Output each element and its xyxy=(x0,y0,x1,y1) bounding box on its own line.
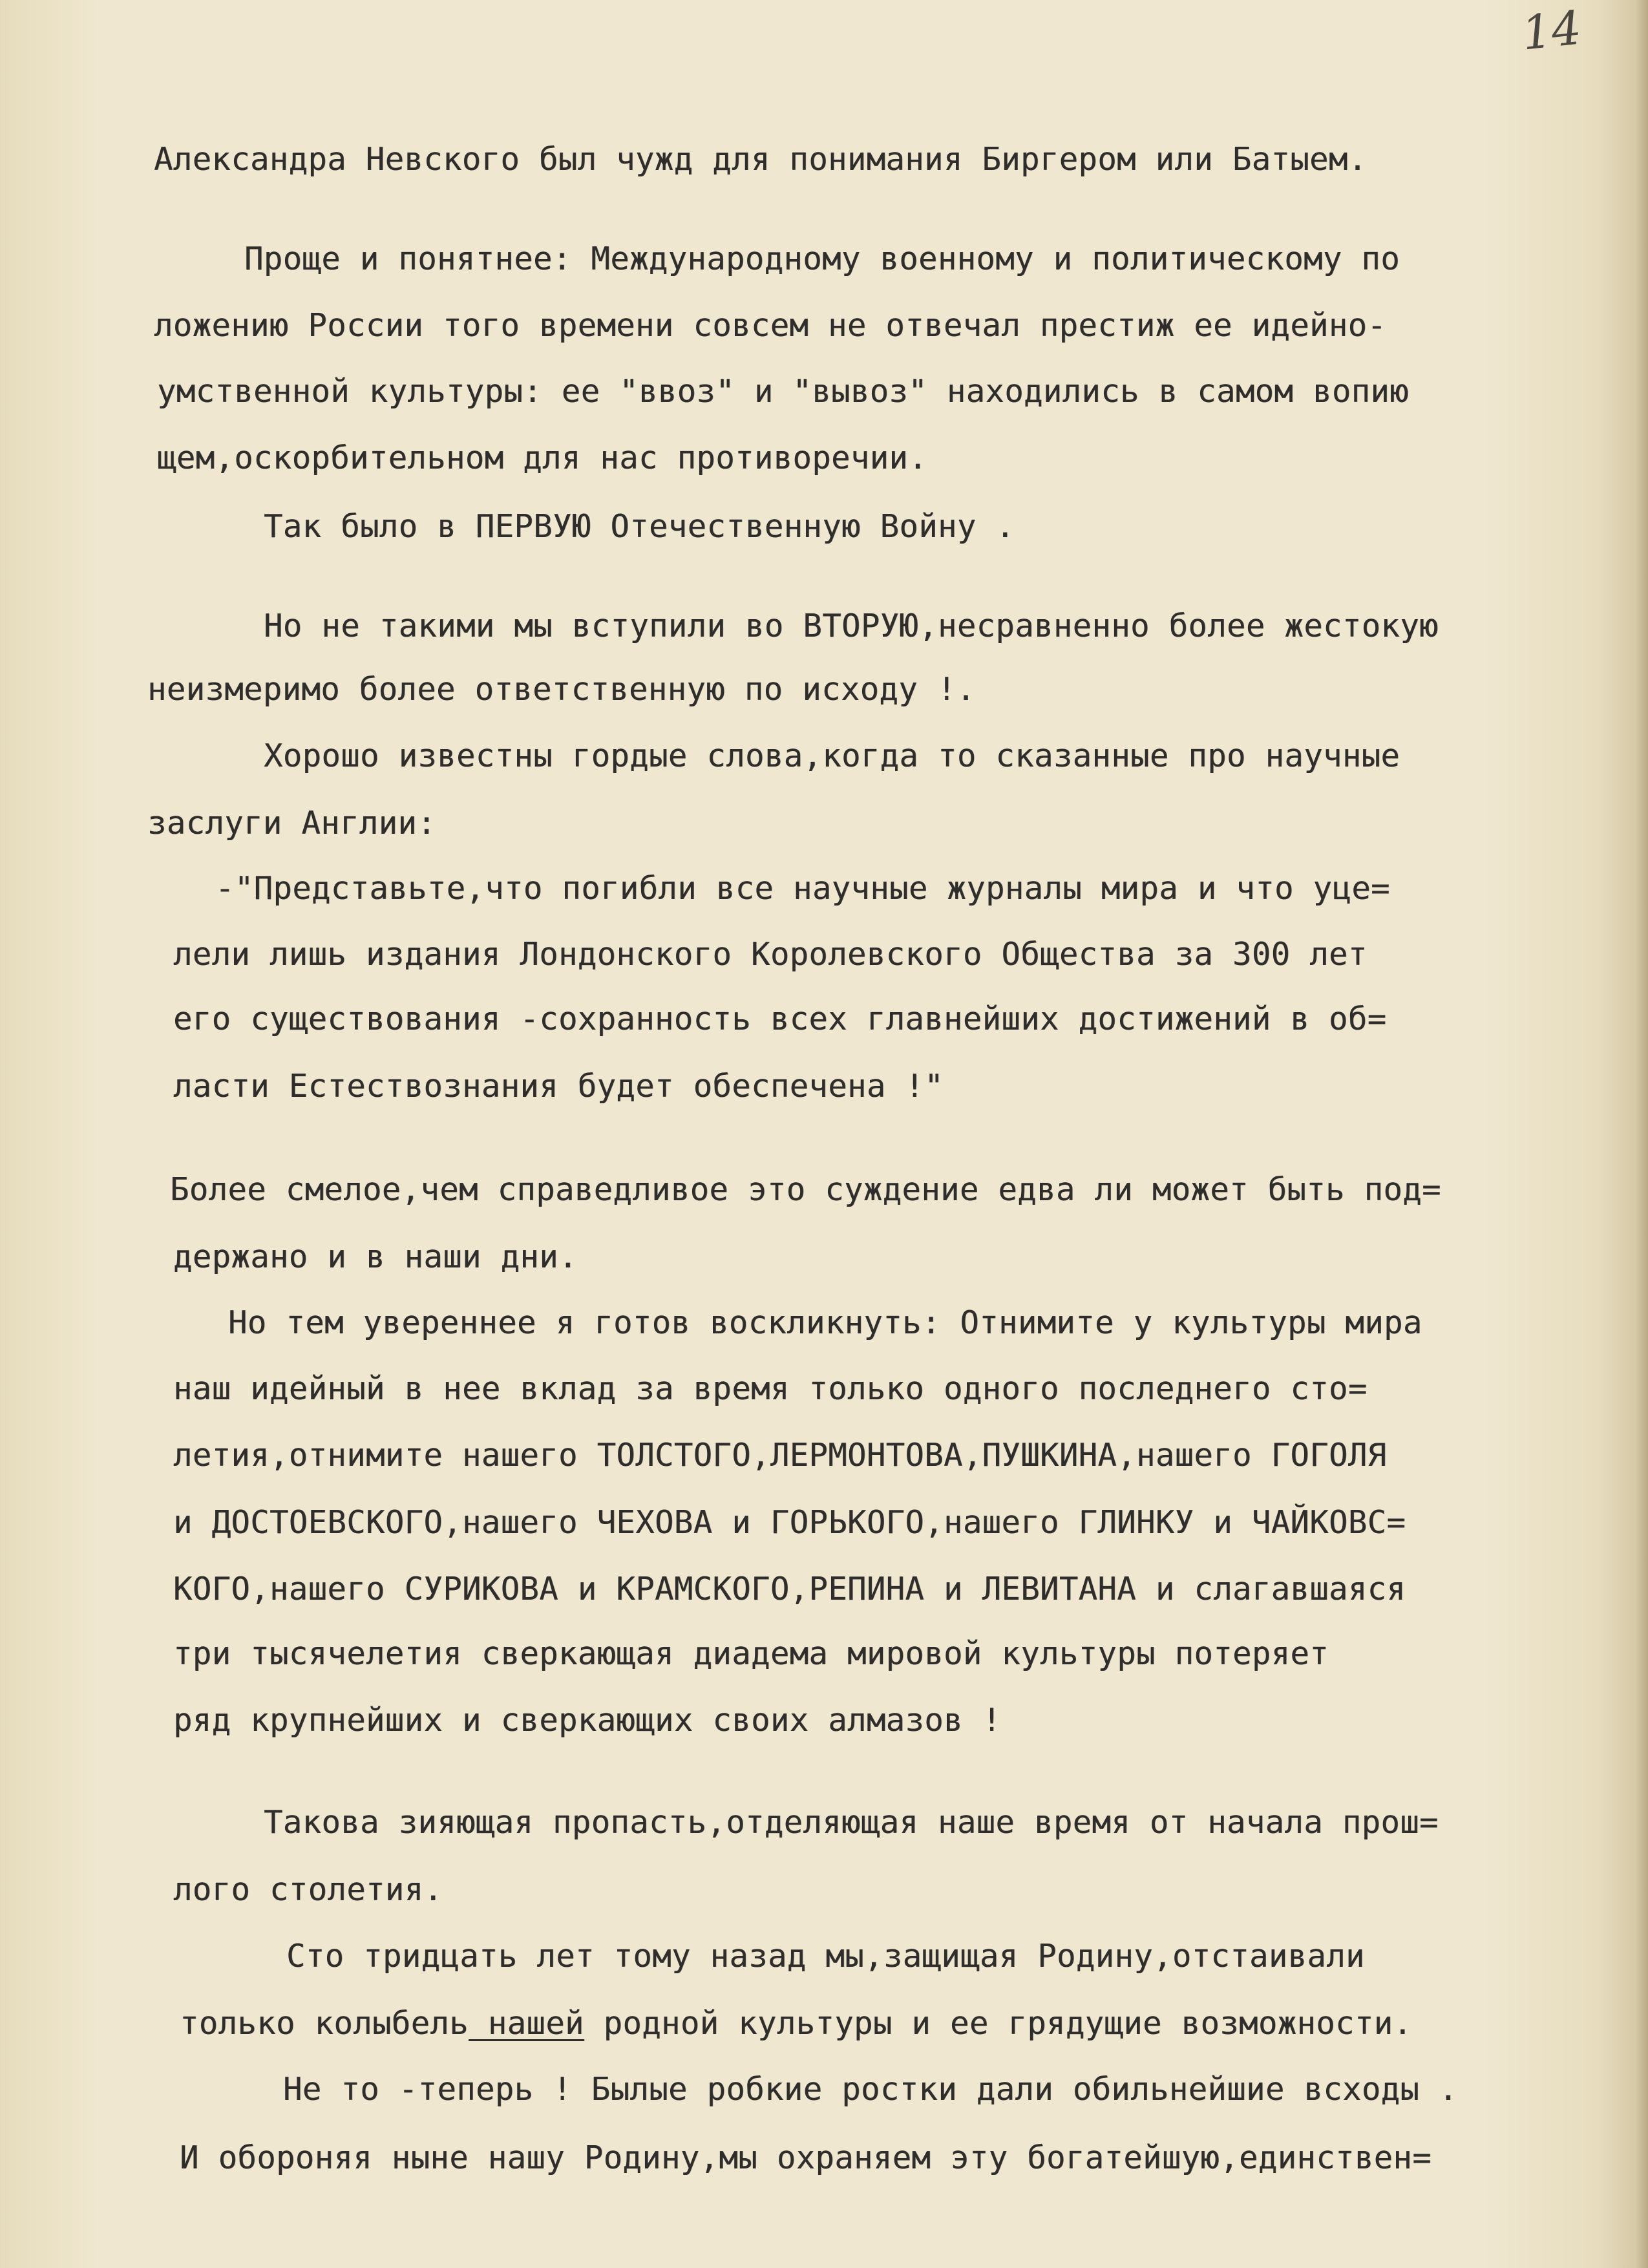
paper-edge xyxy=(1634,0,1648,2268)
text-line: держано и в наши дни. xyxy=(173,1238,578,1275)
underlined-word: нашей xyxy=(469,2005,584,2042)
text-line: Но не такими мы вступили во ВТОРУЮ,несравненно более жестокую xyxy=(264,608,1439,644)
text-line: умственной культуры: ее "ввоз" и "вывоз" находились в самом вопию xyxy=(157,373,1410,410)
text-line: КОГО,нашего СУРИКОВА и КРАМСКОГО,РЕПИНА и ЛЕВИТАНА и слагавшаяся xyxy=(173,1571,1406,1607)
text-line xyxy=(180,2005,1412,2042)
text-line: ряд крупнейших и сверкающих своих алмазов ! xyxy=(173,1702,1002,1739)
text-line: Проще и понятнее: Международному военному и политическому по xyxy=(244,240,1400,277)
text-line: лого столетия. xyxy=(173,1871,443,1908)
text-line: Не то -теперь ! Былые робкие ростки дали обильнейшие всходы . xyxy=(283,2071,1458,2108)
text-line: Так было в ПЕРВУЮ Отечественную Войну . xyxy=(264,508,1015,545)
text-line: неизмеримо более ответственную по исходу !. xyxy=(147,671,976,708)
text-line: -"Представьте,что погибли все научные журналы мира и что уце= xyxy=(215,870,1390,907)
text-line: лели лишь издания Лондонского Королевского Общества за 300 лет xyxy=(173,936,1368,973)
text-line: Хорошо известны гордые слова,когда то сказанные про научные xyxy=(264,737,1400,774)
text-line: Такова зияющая пропасть,отделяющая наше время от начала прош= xyxy=(264,1804,1439,1841)
handwritten-page-number: 14 xyxy=(1519,0,1584,61)
text-line: три тысячелетия сверкающая диадема мировой культуры потеряет xyxy=(173,1635,1329,1672)
text-line: Сто тридцать лет тому назад мы,защищая Родину,отстаивали xyxy=(286,1938,1365,1975)
text-line: ласти Естествознания будет обеспечена !" xyxy=(173,1068,944,1105)
text-line: Александра Невского был чужд для понимания Биргером или Батыем. xyxy=(154,141,1368,178)
text-line: заслуги Англии: xyxy=(147,805,437,842)
text-line: щем,оскорбительном для нас противоречии. xyxy=(157,440,928,476)
text-segment: только колыбель xyxy=(180,2005,469,2042)
text-line: Более смелое,чем справедливое это суждение едва ли может быть под= xyxy=(170,1171,1441,1208)
text-line: его существования -сохранность всех главнейших достижений в об= xyxy=(173,1001,1387,1037)
text-line: И обороняя ныне нашу Родину,мы охраняем эту богатейшую,единствен= xyxy=(180,2139,1432,2176)
text-segment: родной культуры и ее грядущие возможности. xyxy=(584,2005,1413,2042)
text-line: ложению России того времени совсем не отвечал престиж ее идейно- xyxy=(154,307,1387,344)
text-line: летия,отнимите нашего ТОЛСТОГО,ЛЕРМОНТОВА,ПУШКИНА,нашего ГОГОЛЯ xyxy=(173,1437,1387,1474)
text-line: наш идейный в нее вклад за время только одного последнего сто= xyxy=(173,1370,1368,1407)
text-line: и ДОСТОЕВСКОГО,нашего ЧЕХОВА и ГОРЬКОГО,нашего ГЛИНКУ и ЧАЙКОВС= xyxy=(173,1504,1406,1541)
text-line: Но тем увереннее я готов воскликнуть: Отнимите у культуры мира xyxy=(228,1304,1422,1341)
